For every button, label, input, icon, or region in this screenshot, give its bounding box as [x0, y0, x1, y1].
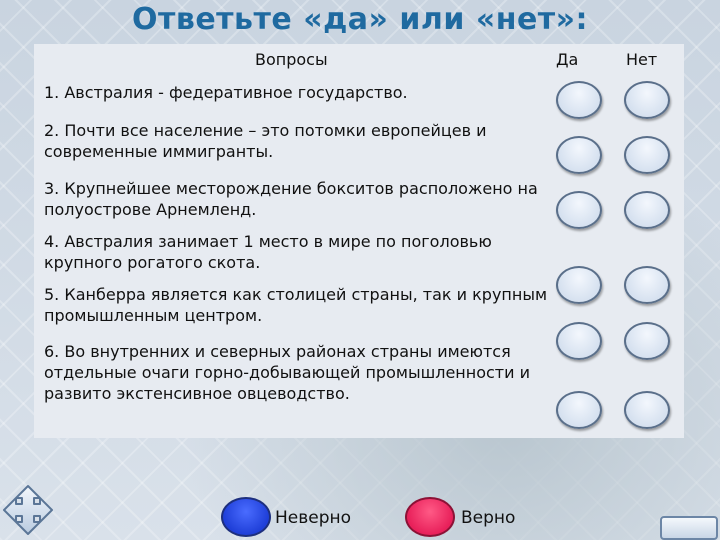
cross-arrows-icon[interactable]: [2, 484, 54, 536]
answer-no-4[interactable]: [624, 266, 670, 304]
right-indicator-icon: [405, 497, 455, 537]
no-header: Нет: [626, 50, 658, 69]
question-4: 4. Австралия занимает 1 место в мире по поголовью крупного рогатого скота.: [44, 232, 492, 272]
page-title: Ответьте «да» или «нет»:: [131, 2, 589, 37]
answer-no-5[interactable]: [624, 322, 670, 360]
questions-header: Вопросы: [255, 50, 328, 69]
wrong-indicator-icon: [221, 497, 271, 537]
answer-no-6[interactable]: [624, 391, 670, 429]
question-6: 6. Во внутренних и северных районах страны имеются отдельные очаги горно-добывающей промышленности и развито экстенсивное овцеводство.: [44, 342, 530, 403]
answer-yes-3[interactable]: [556, 191, 602, 229]
question-1: 1. Австралия - федеративное государство.: [44, 83, 408, 102]
answer-yes-2[interactable]: [556, 136, 602, 174]
answer-yes-5[interactable]: [556, 322, 602, 360]
question-5: 5. Канберра является как столицей страны, так и крупным промышленным центром.: [44, 285, 548, 325]
answer-yes-1[interactable]: [556, 81, 602, 119]
answer-no-2[interactable]: [624, 136, 670, 174]
answer-no-3[interactable]: [624, 191, 670, 229]
right-label: Верно: [461, 508, 516, 528]
question-2: 2. Почти все население – это потомки европейцев и современные иммигранты.: [44, 121, 487, 161]
wrong-label: Неверно: [275, 508, 352, 528]
answer-no-1[interactable]: [624, 81, 670, 119]
quiz-table: [34, 44, 684, 438]
yes-header: Да: [556, 50, 579, 69]
next-slide-button[interactable]: [660, 516, 718, 540]
question-3: 3. Крупнейшее месторождение бокситов расположено на полуострове Арнемленд.: [44, 179, 538, 219]
answer-yes-6[interactable]: [556, 391, 602, 429]
answer-yes-4[interactable]: [556, 266, 602, 304]
